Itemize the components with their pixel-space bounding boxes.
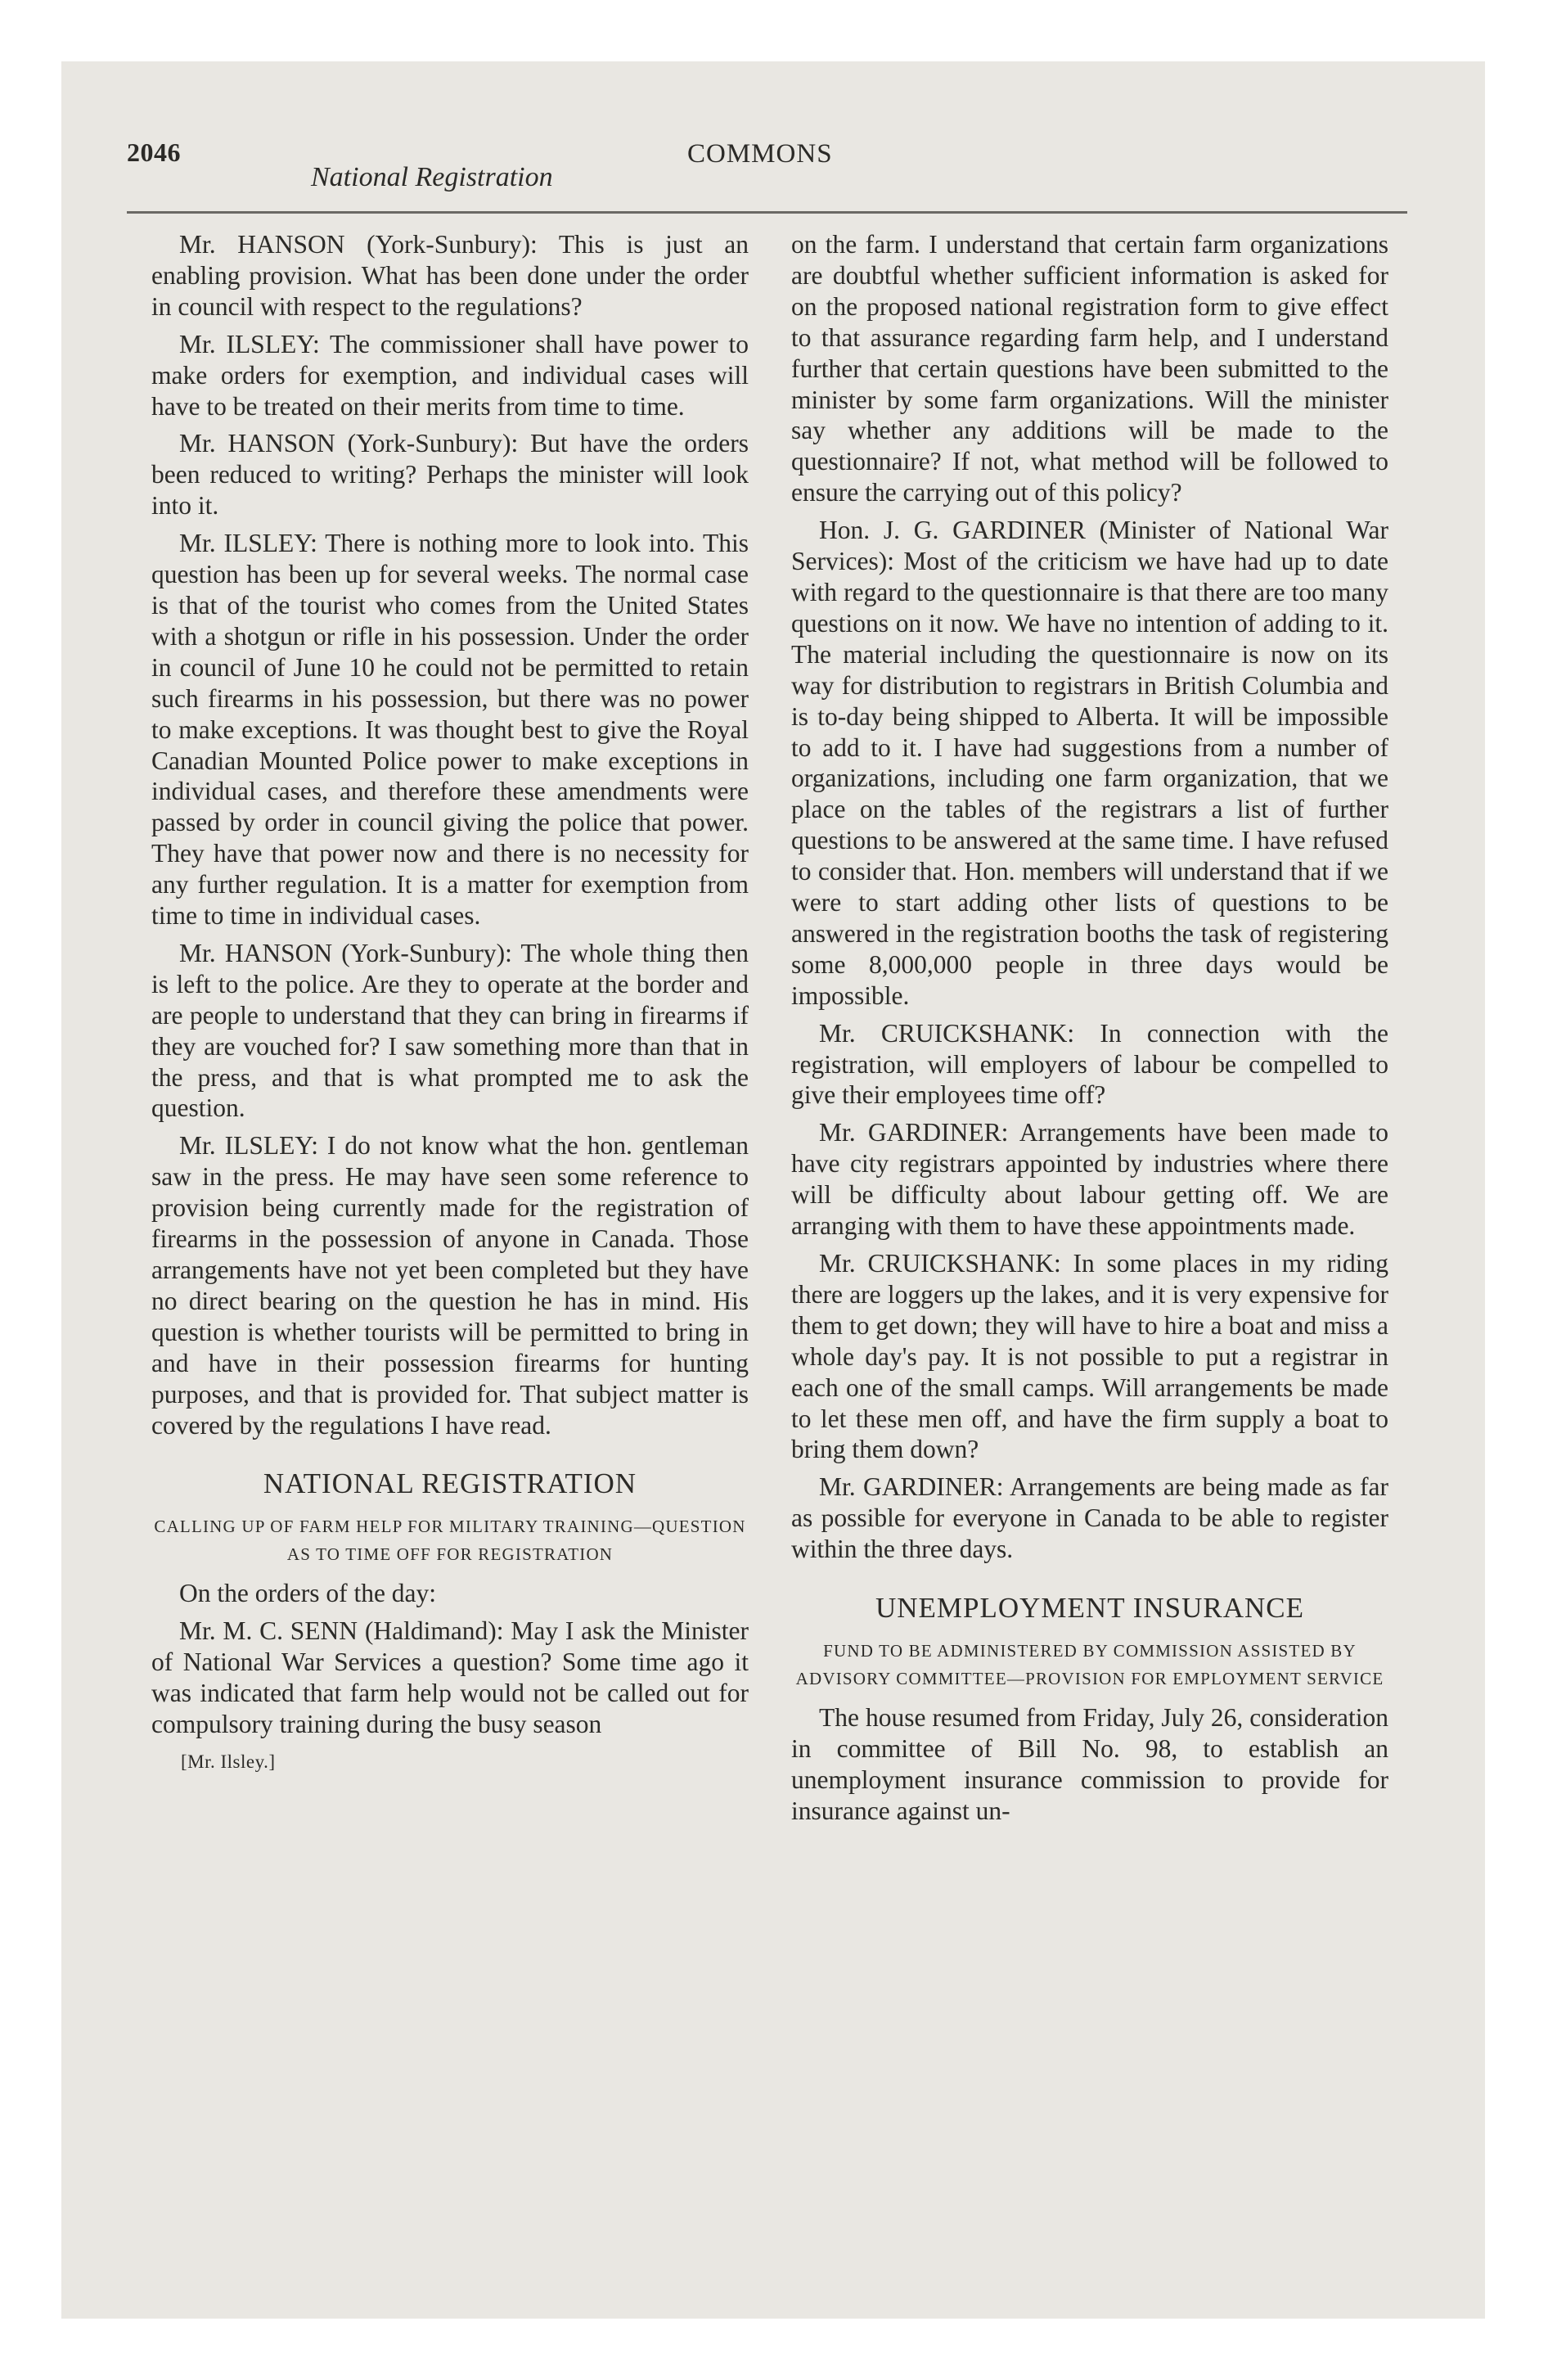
- paragraph: Mr. GARDINER: Arrangements have been made to have city registrars appointed by industries where there will be difficulty about labour getting off. We are arranging with them to have these appointments made.: [791, 1118, 1388, 1241]
- paragraph: Mr. HANSON (York-Sunbury): The whole thing then is left to the police. Are they to operate at the border and are people to understand that they can bring in firearms if they are vouched for? I saw something more than that in the press, and that is what prompted me to ask the question.: [151, 938, 749, 1123]
- paragraph: Mr. ILSLEY: There is nothing more to look into. This question has been up for several weeks. The normal case is that of the tourist who comes from the United States with a shotgun or rifle in his possession. Under the order in council of June 10 he could not be permitted to retain such firearms in his possession, but there was no power to make exceptions. It was thought best to give the Royal Canadian Mounted Police power to make exceptions in individual cases, and therefore these amendments were passed by order in council giving the police that power. They have that power now and there is no necessity for any further regulation. It is a matter for exemption from time to time in individual cases.: [151, 529, 749, 931]
- paragraph: on the farm. I understand that certain farm organizations are doubtful whether sufficient information is asked for on the proposed national registration form to give effect to that assurance regarding farm help, and I understand further that certain questions have been submitted to the minister by some farm organizations. Will the minister say whether any additions will be made to the questionnaire? If not, what method will be followed to ensure the carrying out of this policy?: [791, 230, 1388, 507]
- left-column: [151, 229, 749, 1778]
- house-title: COMMONS: [687, 139, 833, 169]
- paragraph: On the orders of the day:: [179, 1579, 437, 1608]
- paragraph: Mr. CRUICKSHANK: In some places in my riding there are loggers up the lakes, and it is very expensive for them to get down; they will have to hire a boat and miss a whole day's pay. It is not possible to put a registrar in each one of the small camps. Will arrangements be made to let these men off, and have the firm supply a boat to bring them down?: [791, 1249, 1388, 1464]
- speaker-attribution: [Mr. Ilsley.]: [181, 1751, 276, 1772]
- section-subheading: CALLING UP OF FARM HELP FOR MILITARY TRAINING—QUESTION AS TO TIME OFF FOR REGISTRATION: [154, 1517, 746, 1565]
- section-subheading: FUND TO BE ADMINISTERED BY COMMISSION ASSISTED BY ADVISORY COMMITTEE—PROVISION FOR EMPLOYMENT SERVICE: [795, 1640, 1384, 1688]
- paragraph: Mr. CRUICKSHANK: In connection with the registration, will employers of labour be compelled to give their employees time off?: [791, 1018, 1388, 1110]
- page-number: 2046: [127, 137, 181, 167]
- header-rule: [127, 211, 1407, 214]
- section-heading: NATIONAL REGISTRATION: [263, 1467, 637, 1500]
- paragraph: Mr. ILSLEY: I do not know what the hon. gentleman saw in the press. He may have seen some reference to provision being currently made for the registration of firearms in the possession of anyone in Canada. Those arrangements have not yet been completed but they have no direct bearing on the question he has in mind. His question is whether tourists will be permitted to bring in and have in their possession firearms for hunting purposes, and that is provided for. That subject matter is covered by the regulations I have read.: [151, 1131, 749, 1440]
- paragraph: Mr. HANSON (York-Sunbury): This is just an enabling provision. What has been done under the order in council with respect to the regulations?: [151, 230, 749, 321]
- right-column: [791, 229, 1388, 1827]
- page-header: [127, 137, 1407, 211]
- section-heading: UNEMPLOYMENT INSURANCE: [875, 1592, 1304, 1625]
- paragraph: The house resumed from Friday, July 26, consideration in committee of Bill No. 98, to establish an unemployment insurance commission to provide for insurance against un-: [791, 1702, 1388, 1825]
- paragraph: Mr. M. C. SENN (Haldimand): May I ask the Minister of National War Services a question? Some time ago it was indicated that farm help would not be called out for compulsory training during the busy season: [151, 1616, 749, 1738]
- paragraph: Mr. ILSLEY: The commissioner shall have power to make orders for exemption, and individual cases will have to be treated on their merits from time to time.: [151, 329, 749, 421]
- paragraph: Mr. GARDINER: Arrangements are being made as far as possible for everyone in Canada to be able to register within the three days.: [791, 1472, 1388, 1564]
- section-title: National Registration: [311, 162, 553, 192]
- paragraph: Mr. HANSON (York-Sunbury): But have the orders been reduced to writing? Perhaps the minister will look into it.: [151, 429, 749, 521]
- paragraph: Hon. J. G. GARDINER (Minister of National War Services): Most of the criticism we have had up to date with regard to the questionnaire is that there are too many questions on it now. We have no intention of adding to it. The material including the questionnaire is now on its way for distribution to registrars in British Columbia and is to-day being shipped to Alberta. It will be impossible to add to it. I have had suggestions from a number of organizations, including one farm organization, that we place on the tables of the registrars a list of further questions to be answered at the same time. I have refused to consider that. Hon. members will understand that if we were to start adding other lists of questions to be answered in the registration booths the task of registering some 8,000,000 people in three days would be impossible.: [791, 516, 1388, 1010]
